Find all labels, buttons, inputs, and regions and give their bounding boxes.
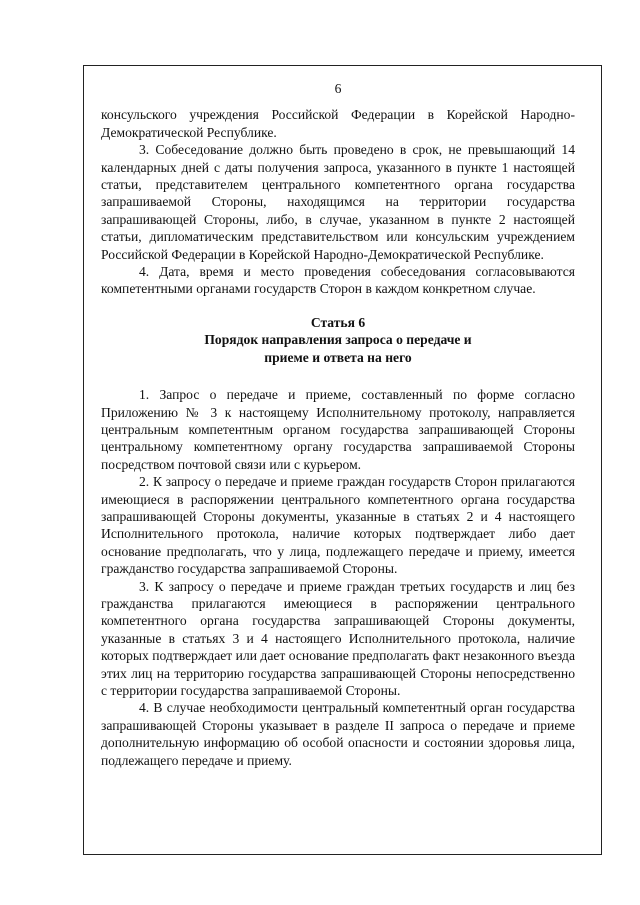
article-6-paragraph-3: 3. К запросу о передаче и приеме граждан третьих государств и лиц без гражданства прилагаются имеющиеся в распоряжении центрального компетентного органа государства запрашивающей Стороны документы, указанные в статьях 3 и 4 настоящего Исполнительного протокола, наличие которых подтверждает или дает основание предполагать факт незаконного въезда этих лиц на территорию государства запрашивающей Стороны непосредственно с территории государства запрашиваемой Стороны.	[101, 578, 575, 698]
paragraph-continued: консульского учреждения Российской Федерации в Корейской Народно-Демократической Республике.	[101, 107, 575, 140]
article-title-line-2: приеме и ответа на него	[264, 349, 412, 365]
page-number: 6	[334, 81, 342, 96]
paragraph-4: 4. Дата, время и место проведения собеседования согласовываются компетентными органами государств Сторон в каждом конкретном случае.	[101, 264, 575, 297]
article-number: Статья 6	[310, 314, 366, 330]
document-body	[101, 80, 575, 769]
paragraph-3: 3. Собеседование должно быть проведено в срок, не превышающий 14 календарных дней с даты получения запроса, указанного в пункте 1 настоящей статьи, представителем центрального компетентного органа государства запрашиваемой Стороны, находящимся на территории государства запрашивающей Стороны, либо, в случае, указанном в пункте 2 настоящей статьи, дипломатическим представительством или консульским учреждением Российской Федерации в Корейской Народно-Демократической Республике.	[101, 142, 575, 262]
article-title-line-1: Порядок направления запроса о передаче и	[204, 332, 472, 348]
article-6-paragraph-2: 2. К запросу о передаче и приеме граждан государств Сторон прилагаются имеющиеся в распоряжении центрального компетентного органа государства запрашивающей Стороны документы, указанные в статьях 2 и 4 настоящего Исполнительного протокола, наличие которых подтверждает либо дает основание предполагать, что у лица, подлежащего передаче и приему, имеется гражданство государства запрашиваемой Стороны.	[101, 474, 575, 577]
article-6-paragraph-1: 1. Запрос о передаче и приеме, составленный по форме согласно Приложению № 3 к настоящему Исполнительному протоколу, направляется центральным компетентным органом государства запрашивающей Стороны центральному компетентному органу государства запрашиваемой Стороны посредством почтовой связи или с курьером.	[101, 387, 575, 472]
article-6-paragraph-4: 4. В случае необходимости центральный компетентный орган государства запрашивающей Стороны указывает в разделе II запроса о передаче и приеме дополнительную информацию об особой опасности и состоянии здоровья лица, подлежащего передаче и приему.	[101, 700, 575, 768]
